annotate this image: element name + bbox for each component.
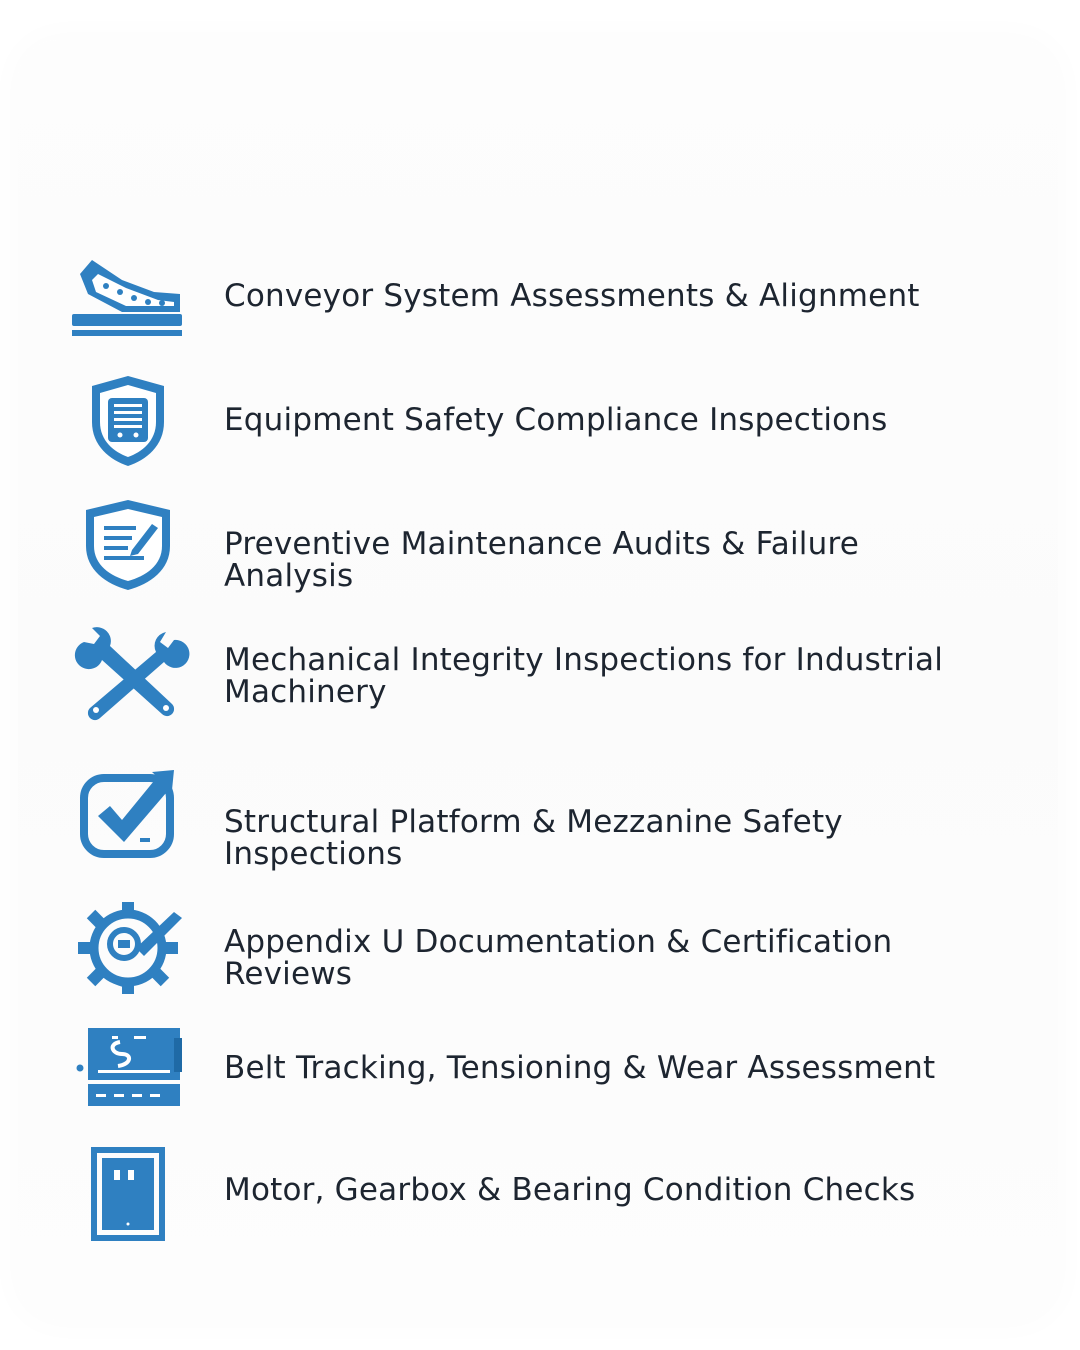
- service-label: Motor, Gearbox & Bearing Condition Checks: [224, 1172, 916, 1208]
- service-label: Belt Tracking, Tensioning & Wear Assessment: [224, 1050, 936, 1086]
- service-label: Preventive Maintenance Audits & Failure Analysis: [224, 526, 860, 594]
- service-label: Structural Platform & Mezzanine Safety Inspections: [224, 804, 843, 872]
- motor-cabinet-icon: [62, 1146, 194, 1246]
- checkbox-pencil-icon: [62, 766, 194, 866]
- shield-document-icon: [62, 372, 194, 472]
- gear-magnifier-icon: [62, 898, 194, 998]
- service-label: Equipment Safety Compliance Inspections: [224, 402, 888, 438]
- conveyor-icon: [62, 250, 194, 350]
- belt-panel-icon: [62, 1022, 194, 1122]
- service-label: Mechanical Integrity Inspections for Industrial Machinery: [224, 642, 944, 710]
- crossed-wrenches-icon: [62, 626, 194, 726]
- service-label: Conveyor System Assessments & Alignment: [224, 278, 920, 314]
- service-label: Appendix U Documentation & Certification Reviews: [224, 924, 893, 992]
- shield-checklist-icon: [62, 496, 194, 596]
